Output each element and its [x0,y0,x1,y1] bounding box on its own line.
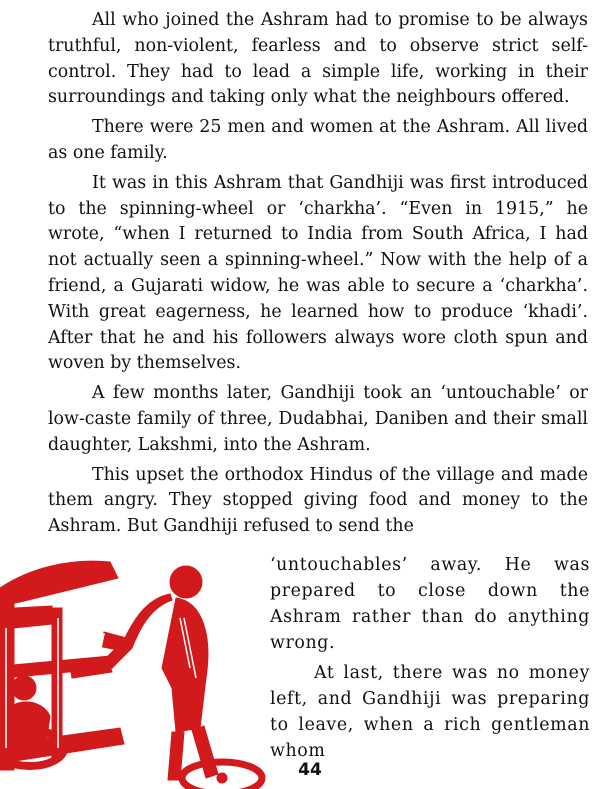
wrapped-text [270,552,590,764]
paragraph-continuation: ‘untouchables’ away. He was prepared to close down the Ashram rather than do anything wrong. [270,555,590,653]
paragraph: At last, there was no money left, and Gandhiji was preparing to leave, when a rich gentleman whom [270,663,590,761]
main-text [48,8,588,540]
paragraph: All who joined the Ashram had to promise to be always truthful, non-violent, fearless and to observe strict self-control. They had to lead a simple life, working in their surroundings and taking only what the neighbours offered. [48,10,588,108]
red-ink-illustration-icon [0,548,268,789]
paragraph: This upset the orthodox Hindus of the village and made them angry. They stopped giving food and money to the Ashram. But Gandhiji refused to send the [48,464,588,537]
paragraph: It was in this Ashram that Gandhiji was first introduced to the spinning-wheel or ‘charkha’. “Even in 1915,” he wrote, “when I returned to India from South Africa, I had not actually seen a spinning-wheel.” Now with the help of a friend, a Gujarati widow, he was able to secure a ‘charkha’. With great eagerness, he learned how to produce ‘khadi’. After that he and his followers always wore cloth spun and woven by themselves. [48,172,588,374]
paragraph: A few months later, Gandhiji took an ‘untouchable’ or low-caste family of three, Dudabhai, Daniben and their small daughter, Lakshmi, into the Ashram. [48,383,588,455]
paragraph: There were 25 men and women at the Ashram. All lived as one family. [48,117,588,163]
page-number: 44 [298,760,322,780]
